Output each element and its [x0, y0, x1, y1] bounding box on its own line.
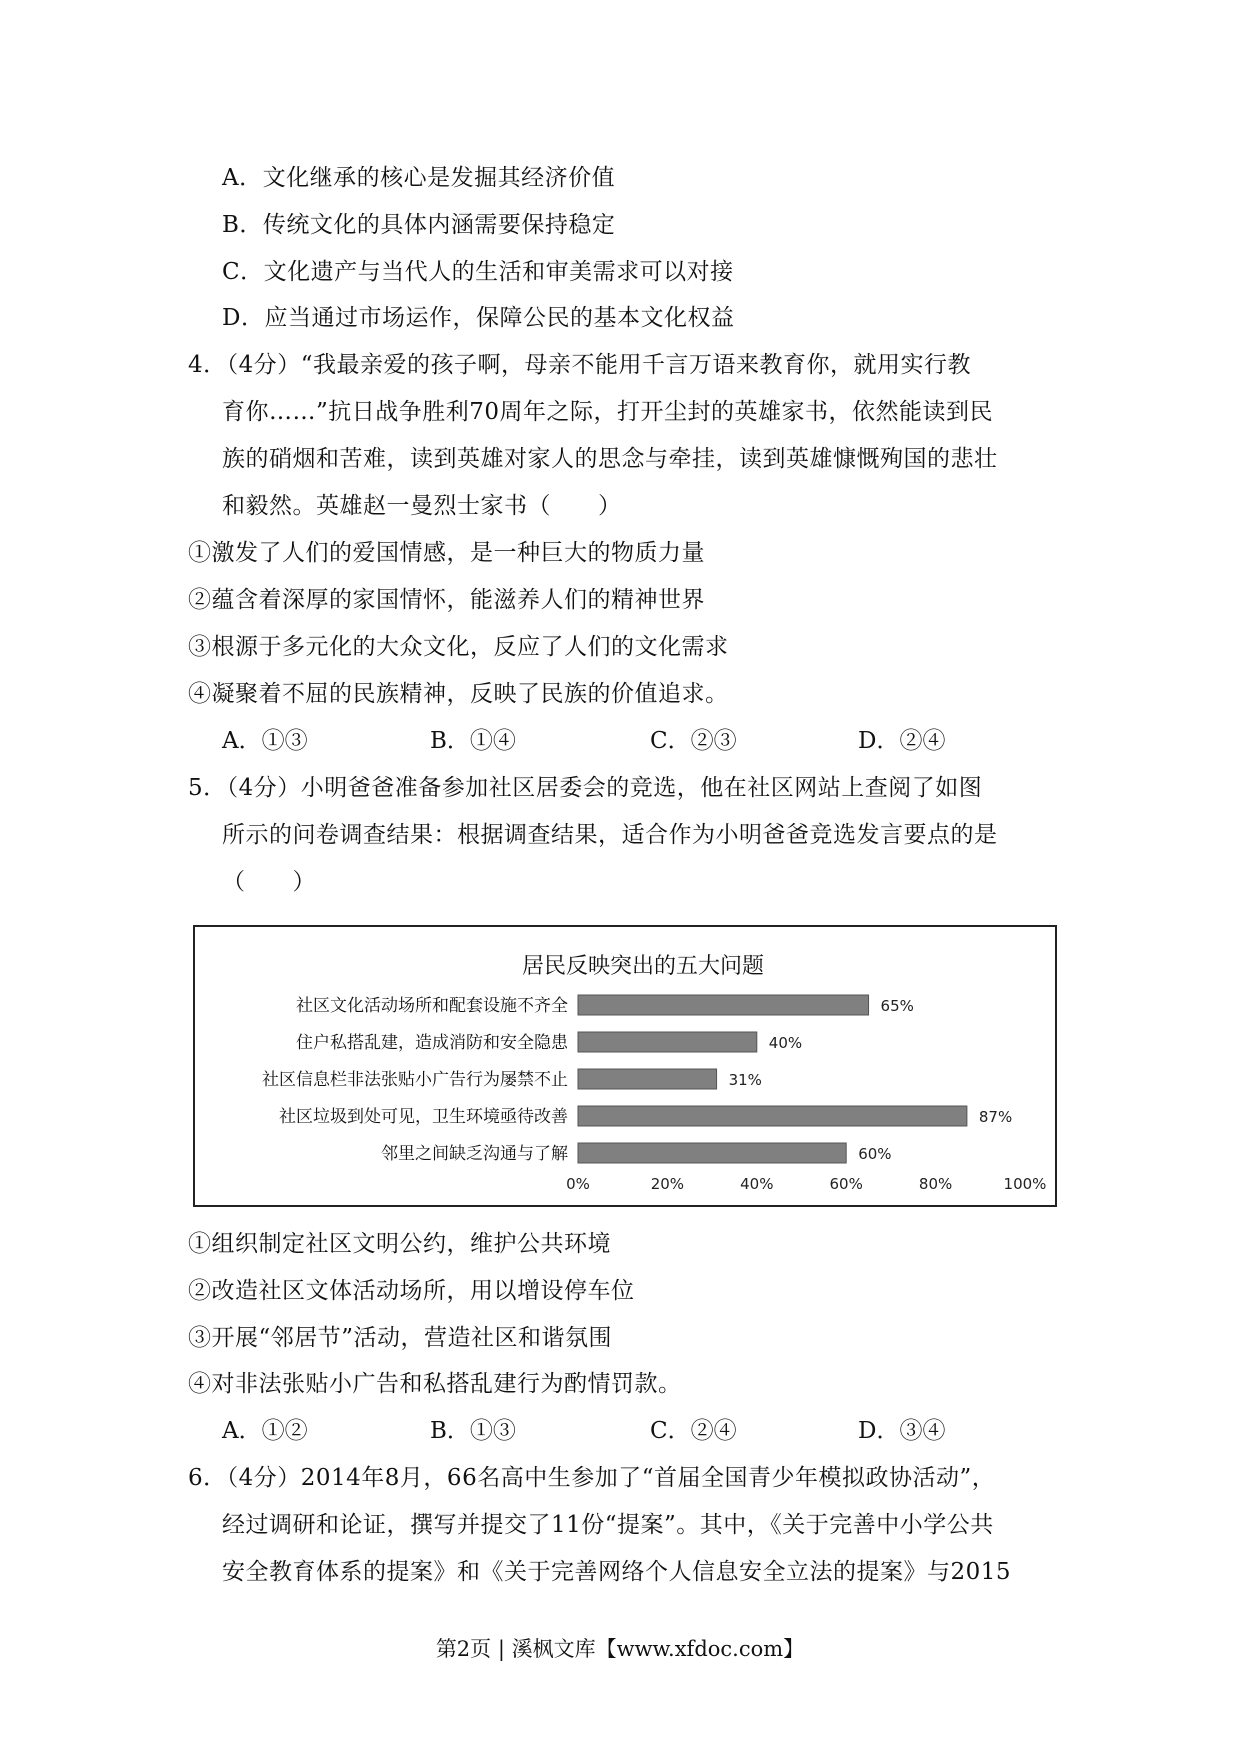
q5-statement-2: ②改造社区文体活动场所，用以增设停车位 [188, 1278, 635, 1304]
q3-option-a: A．文化继承的核心是发掘其经济价值 [222, 165, 616, 191]
category-label: 社区垃圾到处可见，卫生环境亟待改善 [279, 1107, 568, 1127]
q4-statement-1: ①激发了人们的爱国情感，是一种巨大的物质力量 [188, 540, 705, 566]
x-tick-label: 0% [566, 1175, 590, 1193]
q4-statement-2: ②蕴含着深厚的家国情怀，能滋养人们的精神世界 [188, 587, 705, 613]
x-tick-label: 20% [650, 1175, 685, 1193]
q5-choice-a: A．①② [222, 1418, 308, 1444]
x-tick-label: 100% [1003, 1175, 1047, 1193]
q5-statement-1: ①组织制定社区文明公约，维护公共环境 [188, 1231, 611, 1257]
chart-canvas [195, 927, 1055, 1205]
q3-option-b: B．传统文化的具体内涵需要保持稳定 [222, 212, 616, 238]
x-tick-label: 40% [740, 1175, 774, 1193]
chart-title: 居民反映突出的五大问题 [521, 954, 765, 979]
q4-choice-c: C．②③ [650, 728, 737, 754]
q5-stem-line-1: 5．（4分）小明爸爸准备参加社区居委会的竞选，他在社区网站上查阅了如图 [188, 775, 983, 801]
bar-value-label: 87% [978, 1108, 1013, 1126]
q6-stem-line-3: 安全教育体系的提案》和《关于完善网络个人信息安全立法的提案》与2015 [222, 1559, 1012, 1585]
q5-statement-4: ④对非法张贴小广告和私搭乱建行为酌情罚款。 [188, 1371, 682, 1397]
x-tick-label: 60% [829, 1175, 863, 1193]
category-label: 邻里之间缺乏沟通与了解 [381, 1144, 568, 1164]
q3-option-c: C．文化遗产与当代人的生活和审美需求可以对接 [222, 259, 734, 285]
page-footer: 第2页 | 溪枫文库【www.xfdoc.com】 [435, 1637, 805, 1661]
q5-choice-c: C．②④ [650, 1418, 737, 1444]
q5-choice-b: B．①③ [430, 1418, 516, 1444]
q5-stem-line-3: （ ） [222, 869, 316, 895]
category-label: 住户私搭乱建，造成消防和安全隐患 [296, 1033, 568, 1053]
q5-stem-line-2: 所示的问卷调查结果：根据调查结果，适合作为小明爸爸竞选发言要点的是 [222, 822, 998, 848]
q4-choice-d: D．②④ [858, 728, 946, 754]
survey-bar-chart [193, 925, 1057, 1207]
q6-stem-line-1: 6．（4分）2014年8月，66名高中生参加了“首届全国青少年模拟政协活动”， [188, 1465, 996, 1491]
q4-stem-line-4: 和毅然。英雄赵一曼烈士家书（ ） [222, 493, 622, 519]
q6-stem-line-2: 经过调研和论证，撰写并提交了11份“提案”。其中，《关于完善中小学公共 [222, 1512, 994, 1538]
bar-value-label: 60% [858, 1145, 892, 1163]
bar-value-label: 31% [728, 1071, 762, 1089]
x-tick-label: 80% [918, 1175, 953, 1193]
q5-choice-d: D．③④ [858, 1418, 946, 1444]
q4-choices [0, 726, 1240, 756]
bar [578, 1106, 967, 1126]
q4-statement-4: ④凝聚着不屈的民族精神，反映了民族的价值追求。 [188, 681, 729, 707]
q4-choice-b: B．①④ [430, 728, 516, 754]
q5-statement-3: ③开展“邻居节”活动，营造社区和谐氛围 [188, 1325, 613, 1351]
bar [578, 1069, 717, 1089]
bar [578, 1032, 757, 1052]
q4-stem-line-1: 4．（4分）“我最亲爱的孩子啊，母亲不能用千言万语来教育你，就用实行教 [188, 352, 972, 378]
q4-stem-line-2: 育你……”抗日战争胜利70周年之际，打开尘封的英雄家书，依然能读到民 [222, 399, 994, 425]
bar-value-label: 65% [880, 997, 914, 1015]
q5-choices [0, 1416, 1240, 1446]
q4-statement-3: ③根源于多元化的大众文化，反应了人们的文化需求 [188, 634, 729, 660]
category-label: 社区信息栏非法张贴小广告行为屡禁不止 [262, 1070, 568, 1090]
q4-choice-a: A．①③ [222, 728, 308, 754]
q4-stem-line-3: 族的硝烟和苦难，读到英雄对家人的思念与牵挂，读到英雄慷慨殉国的悲壮 [222, 446, 998, 472]
bar [578, 1143, 846, 1163]
bar [578, 995, 869, 1015]
category-label: 社区文化活动场所和配套设施不齐全 [296, 996, 568, 1016]
q3-option-d: D．应当通过市场运作，保障公民的基本文化权益 [222, 305, 735, 331]
bar-value-label: 40% [768, 1034, 803, 1052]
